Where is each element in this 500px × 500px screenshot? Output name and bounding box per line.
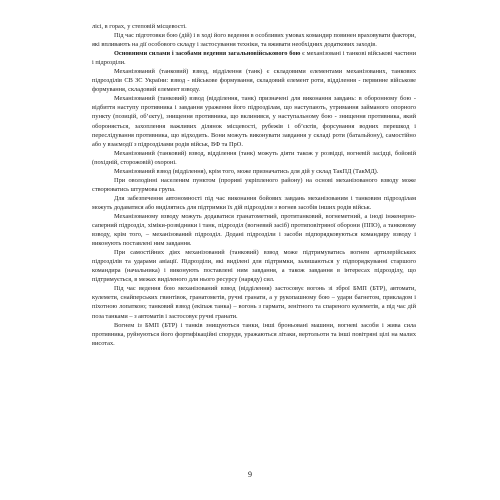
paragraph-5 (92, 94, 416, 148)
page-number: 9 (248, 470, 252, 479)
paragraph-4-text: Механізований (танковий) взвод, відділення (танк) є складовими елементами механізованих, танкових підрозділів СВ ЗС України: взвод - військове формування, складовий елемент роти, відділення - первинне військове формування, складовий елемент взводу. (92, 68, 416, 94)
paragraph-1-text: лісі, в горах, у степовій місцевості. (92, 23, 187, 30)
paragraph-7 (92, 167, 416, 176)
paragraph-11-text: При самостійних діях механізований (танковий) взвод може підтримуватись вогнем артилерійських підрозділів та ударами авіації. Підрозділи, які виділені для підтримки, залишаються у підпорядкуванні старшого командира (начальника) і виконують поставлені ним завдання, а також завдання в інтересах підрозділу, що підтримується, в межах виділеного для нього ресурсу (наряду) сил. (92, 249, 416, 284)
paragraph-3 (92, 49, 416, 67)
paragraph-13 (92, 321, 416, 348)
paragraph-3-text: є механізовані і танкові військові частини і підрозділи. (92, 50, 416, 67)
paragraph-8-text: При оволодінні населеним пунктом (прориві укріпленого району) на основі механізованого взводу може створюватись штурмова група. (92, 176, 416, 193)
paragraph-9-text: Для забезпечення автономності під час виконання бойових завдань механізованим і танковим підрозділам можуть додаватися або виділятись для підтримки їх дій підрозділи з вогнев засобів інших родів військ. (92, 194, 416, 211)
paragraph-1 (92, 22, 416, 31)
paragraph-9 (92, 194, 416, 212)
paragraph-6-text: Механізований (танковий) взвод, відділення (танк) можуть діяти також у розвідці, вогневій засідці, бойовій (похідній, сторожовій) охороні. (92, 149, 416, 166)
paragraph-2 (92, 31, 416, 49)
paragraph-7-text: Механізований взвод (відділення), крім того, може призначатись для дій у склад ТакПД (ТакМД). (114, 167, 379, 175)
paragraph-4 (92, 67, 416, 94)
paragraph-3-bold: Основними силами і засобами ведення загальновійськового бою (114, 50, 301, 58)
paragraph-2-text: Під час підготовки бою (дій) і в ході його ведення в особливих умовах командир повинен враховувати фактори, які впливають на дії особового складу і застосування техніки, та вживати необхідних додаткових заходів. (92, 32, 416, 49)
paragraph-12-text: Під час ведення бою механізований взвод (відділення) застосовує вогонь зі зброї БМП (БТР), автомати, кулемети, снайперських гвинтівок, гранатометів, ручні гранати, а у рукопашному бою – удари багнетом, прикладом і піхотною лопаткою; танковий взвод (екіпаж танка) – вогонь з гармати, зенітного та спареного кулеметів, а під час дій поза танками – з автоматів і застосовує ручні гранати. (92, 285, 416, 320)
paragraph-12 (92, 284, 416, 320)
paragraph-13-text: Вогнем із БМП (БТР) і танків знищуються танки, інші броньовані машини, вогневі засоби і жива сила противника, руйнуються його фортифікаційні споруди, уражаються літаки, вертольоти та інші повітряні цілі на малих висотах. (92, 321, 416, 347)
paragraph-10 (92, 212, 416, 248)
paragraph-10-text: Механізованому взводу можуть додаватися гранатометний, протитанковий, вогнеметний, а іноді інженерно-саперний підрозділ, хіміки-розвідники і танк, підрозділ (вогневий засіб) протиповітряної оборони (ППО), а танковому взводу, крім того, – механізований підрозділ. Додані підрозділи і засоби підпорядковуються командиру взводу і виконують поставлені ним завдання. (92, 212, 416, 248)
paragraph-5-text: Механізований (танковий) взвод (відділення, танк) призначені для виконання завдань: в оборонному бою - відбиття наступу противника і завдання ураження його підрозділам, що наступають, утримання займаного опорного пункту (позицій, об’єкту), знищення противника, що вклинився, у наступальному бою - знищення противника, який обороняється, захоплення важливих ділянок місцевості, рубежів і об’єктів, форсування водних перешкод і переслідування противника, що відходить. Вони можуть виконувати завдання у складі роти (батальйону), самостійно або у взаємодії з підрозділами родів військ, ВФ та ПрО. (92, 95, 416, 148)
paragraph-8 (92, 176, 416, 194)
paragraph-11 (92, 248, 416, 284)
paragraph-6 (92, 149, 416, 167)
